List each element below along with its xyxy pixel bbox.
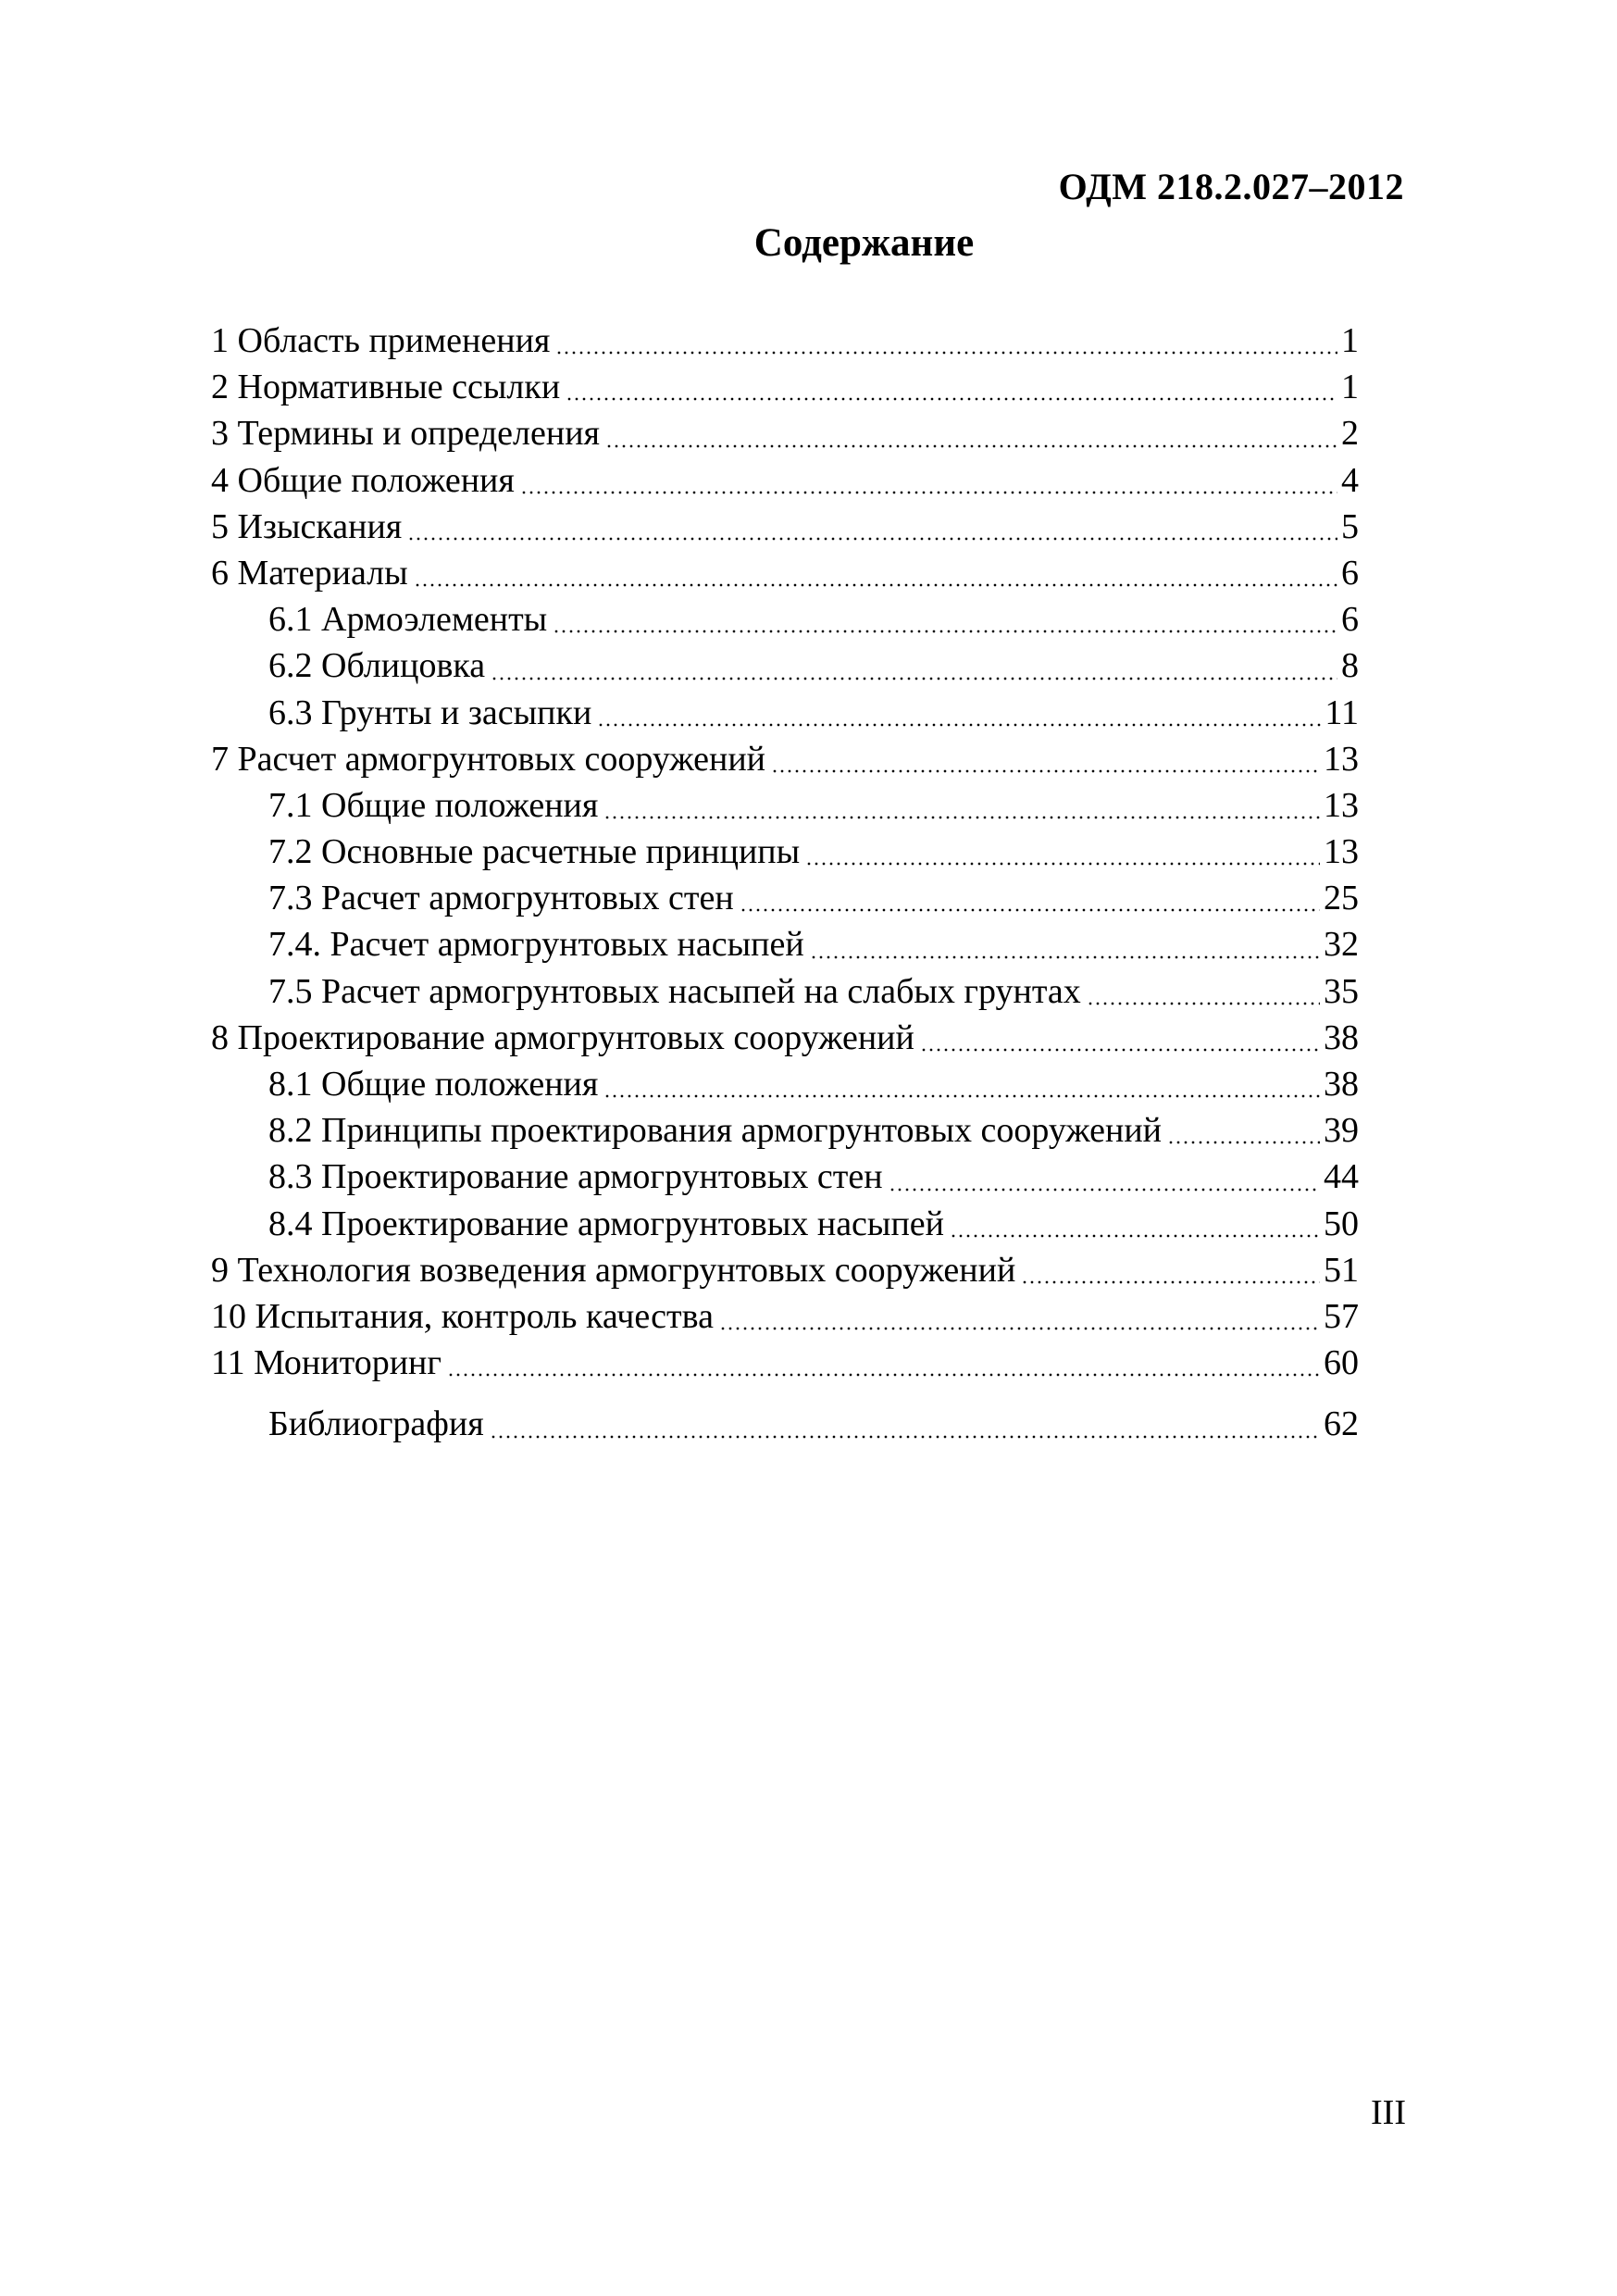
toc-entry — [211, 550, 1359, 596]
toc-entry-page: 11 — [1321, 690, 1359, 736]
toc-entry — [211, 1340, 1359, 1386]
toc-leader-dots — [407, 537, 1337, 541]
toc-entry — [211, 643, 1359, 689]
toc-leader-dots — [889, 1188, 1320, 1192]
toc-entry-page: 4 — [1337, 457, 1359, 504]
toc-entry-label: 9 Технология возведения армогрунтовых сооружений — [211, 1247, 1021, 1293]
toc-entry — [211, 968, 1359, 1015]
toc-entry — [211, 782, 1359, 829]
toc-entry-label: 8.3 Проектирование армогрунтовых стен — [268, 1154, 889, 1200]
toc-entry-page: 50 — [1320, 1201, 1359, 1247]
toc-entry-label: 7.4. Расчет армогрунтовых насыпей — [268, 921, 810, 967]
toc-entry-label: 8.4 Проектирование армогрунтовых насыпей — [268, 1201, 950, 1247]
toc-entry — [211, 457, 1359, 504]
toc-entry-page: 13 — [1320, 736, 1359, 782]
toc-leader-dots — [810, 955, 1320, 959]
toc-leader-dots — [520, 491, 1337, 494]
toc-leader-dots — [1021, 1280, 1320, 1284]
toc-entry-label: 2 Нормативные ссылки — [211, 364, 566, 410]
toc-entry — [211, 1247, 1359, 1293]
toc-entry — [211, 921, 1359, 967]
toc-entry-label: 8.1 Общие положения — [268, 1061, 603, 1107]
toc-entry-label: 1 Область применения — [211, 318, 555, 364]
toc-entry-label: 6 Материалы — [211, 550, 414, 596]
toc-entry-label: 7.3 Расчет армогрунтовых стен — [268, 875, 740, 921]
toc-entry — [211, 1293, 1359, 1340]
toc-entry — [211, 364, 1359, 410]
toc-leader-dots — [950, 1234, 1320, 1238]
toc-entry — [211, 736, 1359, 782]
toc-entry-label: 7 Расчет армогрунтовых сооружений — [211, 736, 771, 782]
toc-entry-label: 4 Общие положения — [211, 457, 520, 504]
toc-entry-page: 5 — [1337, 504, 1359, 550]
toc-leader-dots — [740, 908, 1320, 912]
toc-leader-dots — [447, 1373, 1320, 1377]
toc-leader-dots — [603, 816, 1320, 819]
toc-entry-page: 25 — [1320, 875, 1359, 921]
toc-leader-dots — [719, 1327, 1320, 1330]
toc-entry-page: 57 — [1320, 1293, 1359, 1340]
toc-leader-dots — [553, 630, 1337, 633]
toc-entry — [211, 1401, 1359, 1447]
toc-entry — [211, 504, 1359, 550]
toc-leader-dots — [555, 351, 1337, 355]
toc-leader-dots — [491, 677, 1337, 680]
toc-leader-dots — [1087, 1002, 1320, 1005]
toc-leader-dots — [603, 1094, 1320, 1098]
toc-entry-label: 10 Испытания, контроль качества — [211, 1293, 719, 1340]
toc-entry-page: 13 — [1320, 829, 1359, 875]
toc-entry — [211, 596, 1359, 643]
toc-entry-page: 1 — [1337, 318, 1359, 364]
toc-entry-page: 6 — [1337, 596, 1359, 643]
toc-entry-page: 38 — [1320, 1061, 1359, 1107]
toc-entry-page: 60 — [1320, 1340, 1359, 1386]
page-number: III — [1371, 2093, 1406, 2132]
toc-entry-label: 7.1 Общие положения — [268, 782, 603, 829]
toc-entry-label: 7.5 Расчет армогрунтовых насыпей на слабых грунтах — [268, 968, 1087, 1015]
toc-entry-label: 11 Мониторинг — [211, 1340, 447, 1386]
toc-entry-label: 6.1 Армоэлементы — [268, 596, 553, 643]
toc-entry-page: 8 — [1337, 643, 1359, 689]
toc-entry — [211, 1201, 1359, 1247]
toc-entry-page: 51 — [1320, 1247, 1359, 1293]
toc-entry-page: 35 — [1320, 968, 1359, 1015]
toc-leader-dots — [1167, 1141, 1320, 1144]
toc-entry-page: 39 — [1320, 1107, 1359, 1154]
toc-entry-page: 6 — [1337, 550, 1359, 596]
toc-leader-dots — [414, 583, 1337, 587]
toc-entry-page: 32 — [1320, 921, 1359, 967]
toc-entry — [211, 829, 1359, 875]
toc-leader-dots — [920, 1048, 1320, 1052]
toc-leader-dots — [805, 862, 1320, 866]
toc-entry — [211, 690, 1359, 736]
toc-entry-page: 44 — [1320, 1154, 1359, 1200]
toc-entry-page: 1 — [1337, 364, 1359, 410]
toc-entry-label: 7.2 Основные расчетные принципы — [268, 829, 805, 875]
toc-entry-label: Библиография — [268, 1401, 490, 1447]
toc-entry-label: 6.3 Грунты и засыпки — [268, 690, 597, 736]
toc-entry-label: 8 Проектирование армогрунтовых сооружений — [211, 1015, 920, 1061]
toc-entry — [211, 875, 1359, 921]
toc-entry — [211, 1015, 1359, 1061]
toc-entry-page: 13 — [1320, 782, 1359, 829]
toc-entry-page: 38 — [1320, 1015, 1359, 1061]
document-code: ОДМ 218.2.027–2012 — [1058, 166, 1404, 207]
toc-title: Содержание — [753, 221, 975, 265]
toc-entry-label: 3 Термины и определения — [211, 410, 605, 456]
toc-entry-label: 5 Изыскания — [211, 504, 407, 550]
table-of-contents — [211, 318, 1359, 1448]
toc-leader-dots — [490, 1435, 1320, 1439]
toc-entry — [211, 1154, 1359, 1200]
toc-entry — [211, 1107, 1359, 1154]
toc-leader-dots — [605, 444, 1337, 448]
toc-leader-dots — [771, 769, 1320, 773]
toc-entry-page: 2 — [1337, 410, 1359, 456]
toc-leader-dots — [597, 723, 1321, 727]
toc-entry-label: 8.2 Принципы проектирования армогрунтовых сооружений — [268, 1107, 1167, 1154]
toc-entry — [211, 1061, 1359, 1107]
toc-entry-label: 6.2 Облицовка — [268, 643, 491, 689]
toc-entry-page: 62 — [1320, 1401, 1359, 1447]
toc-entry — [211, 410, 1359, 456]
toc-leader-dots — [566, 397, 1337, 401]
toc-entry — [211, 318, 1359, 364]
